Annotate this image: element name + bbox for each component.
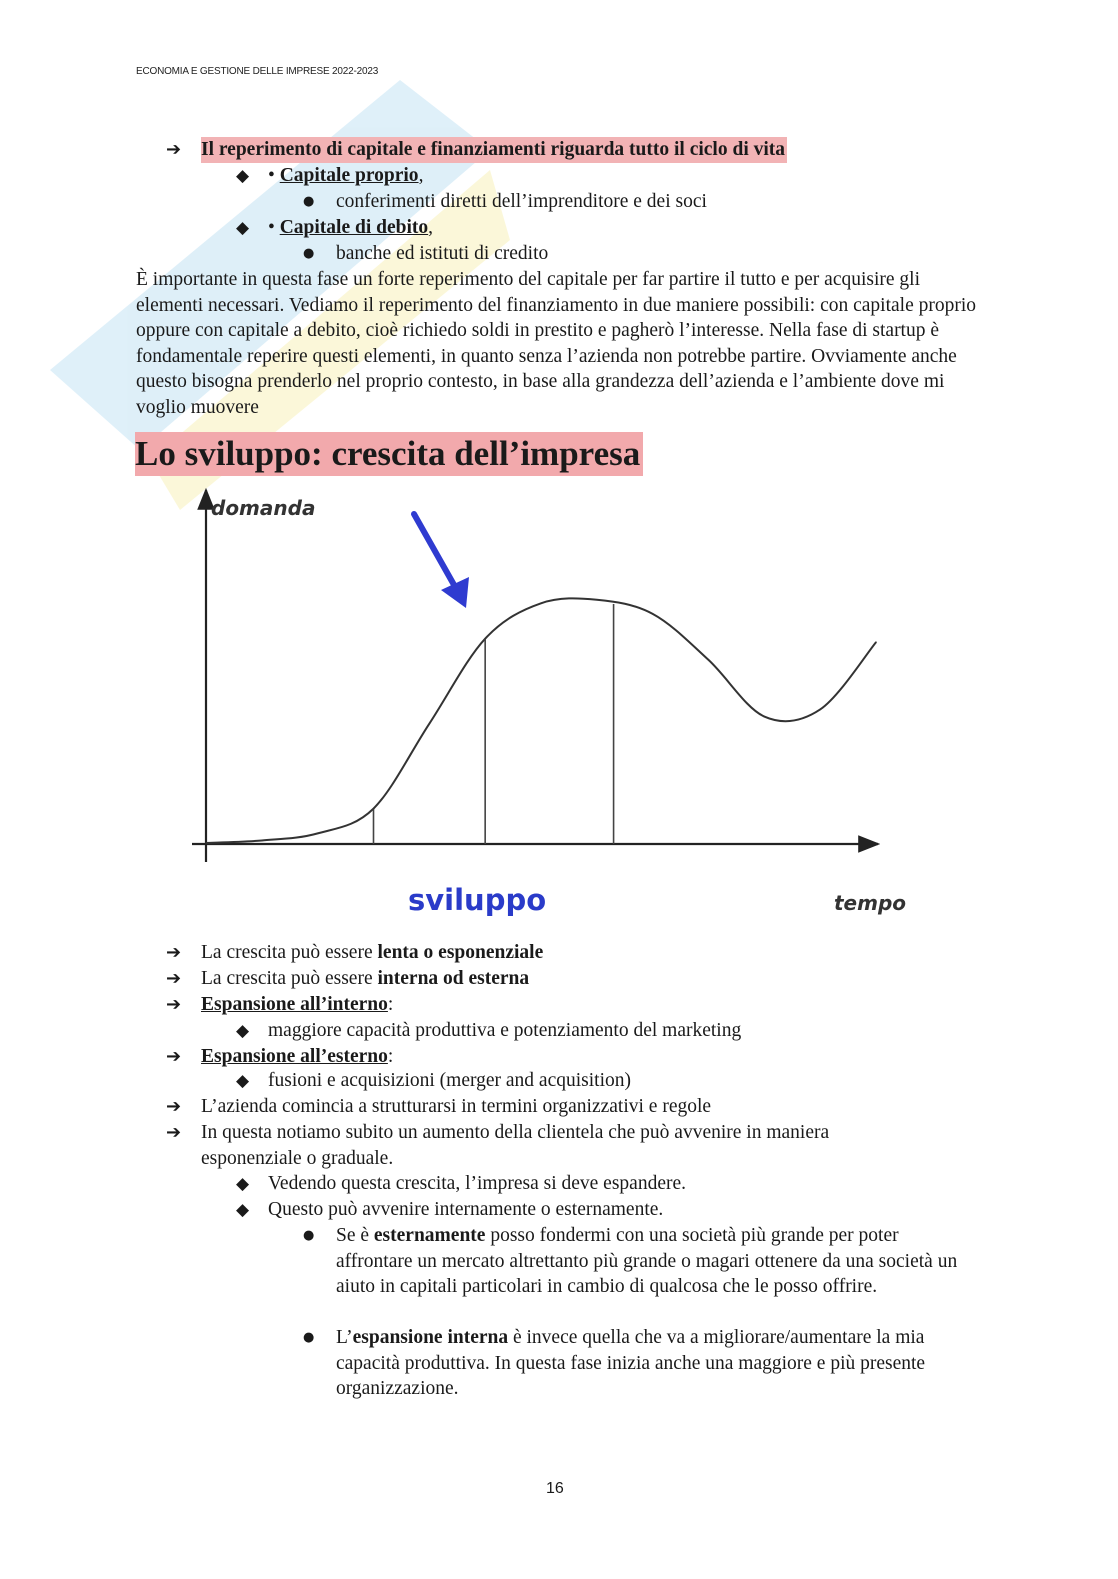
data-point <box>764 716 766 718</box>
list-subitem: banche ed istituti di credito <box>336 243 549 264</box>
growth-chart <box>180 484 920 934</box>
data-point <box>317 833 319 835</box>
list-subitem: fusioni e acquisizioni (merger and acquisition) <box>268 1070 631 1091</box>
data-point <box>875 641 877 643</box>
data-point <box>373 808 375 810</box>
section-heading: Il reperimento di capitale e finanziamenti riguarda tutto il ciclo di vita <box>201 137 787 163</box>
bullet-crescita-interna: La crescita può essere interna od esterna <box>201 968 530 989</box>
y-axis-label: domanda <box>211 496 316 520</box>
arrow-bullet-icon: ➔ <box>166 968 182 989</box>
dot-bullet-icon: ● <box>303 1228 315 1243</box>
bullet-clientela-line2: esponenziale o graduale. <box>201 1148 394 1169</box>
chart-title: sviluppo <box>408 883 547 917</box>
diamond-bullet-icon: ◆ <box>236 1021 250 1041</box>
arrow-bullet-icon: ➔ <box>166 942 182 963</box>
data-point <box>429 723 431 725</box>
list-subitem: maggiore capacità produttiva e potenziamento del marketing <box>268 1020 742 1041</box>
bullet-clientela-line1: In questa notiamo subito un aumento della clientela che può avvenire in maniera <box>201 1122 830 1143</box>
detail-espansione-interna: L’espansione interna è invece quella che va a migliorare/aumentare la mia capacità produttiva. In questa fase inizia anche una maggiore e più presente organizzazione. <box>336 1327 926 1400</box>
list-subitem: Questo può avvenire internamente o esternamente. <box>268 1199 664 1220</box>
bullet-espansione-esterno: Espansione all’esterno: <box>201 1046 394 1067</box>
bullet-crescita-lenta: La crescita può essere lenta o esponenziale <box>201 942 544 963</box>
series-line-domanda <box>206 598 876 843</box>
annotation-arrow <box>414 514 469 608</box>
data-point <box>261 840 263 842</box>
list-subitem: conferimenti diretti dell’imprenditore e dei soci <box>336 191 707 212</box>
data-point <box>205 842 207 844</box>
capitale-proprio-label: Capitale proprio <box>279 165 419 186</box>
data-point <box>540 602 542 604</box>
bullet-strutturarsi: L’azienda comincia a strutturarsi in termini organizzativi e regole <box>201 1096 712 1117</box>
data-point <box>652 613 654 615</box>
running-header: ECONOMIA E GESTIONE DELLE IMPRESE 2022-2023 <box>136 66 379 77</box>
data-point <box>819 709 821 711</box>
diamond-bullet-icon: ◆ <box>236 166 250 186</box>
diamond-bullet-icon: ◆ <box>236 1071 250 1091</box>
dot-bullet-icon: ● <box>303 194 315 209</box>
diamond-bullet-icon: ◆ <box>236 1200 250 1220</box>
diamond-bullet-icon: ◆ <box>236 1174 250 1194</box>
list-item-capitale-debito: • Capitale di debito, <box>268 217 434 238</box>
bullet-espansione-interno: Espansione all’interno: <box>201 994 394 1015</box>
capitale-debito-label: Capitale di debito <box>279 217 429 238</box>
page-number: 16 <box>546 1480 564 1497</box>
list-item-capitale-proprio: • Capitale proprio, <box>268 165 424 186</box>
arrow-bullet-icon: ➔ <box>166 1096 182 1117</box>
data-point <box>708 659 710 661</box>
detail-esternamente: Se è esternamente posso fondermi con una società più grande per poter affrontare un mercato altrettanto più grande o magari ottenere da una società un aiuto in capitali particolari in cambio di qualcosa che le posso offrire. <box>336 1225 958 1298</box>
dot-bullet-icon: ● <box>303 246 315 261</box>
data-point <box>596 599 598 601</box>
body-paragraph: È importante in questa fase un forte reperimento del capitale per far partire il tutto e per acquisire gli elementi necessari. Vediamo il reperimento del finanziamento in due maniere possibili: con capitale proprio oppure con capitale a debito, cioè richiedo soldi in prestito e pagherò l’interesse. Nella fase di startup è fondamentale reperire questi elementi, in quanto senza l’azienda non potrebbe partire. Ovviamente anche questo bisogna prenderlo nel proprio contesto, in base alla grandezza dell’azienda e l’ambiente dove mi voglio muovere <box>136 269 977 418</box>
arrow-bullet-icon: ➔ <box>166 1122 182 1143</box>
arrow-bullet-icon: ➔ <box>166 994 182 1015</box>
dot-bullet-icon: ● <box>303 1330 315 1345</box>
diamond-bullet-icon: ◆ <box>236 218 250 238</box>
x-axis-label: tempo <box>834 891 907 915</box>
arrow-bullet-icon: ➔ <box>166 139 182 160</box>
data-point <box>484 638 486 640</box>
section-title: Lo sviluppo: crescita dell’impresa <box>135 432 643 476</box>
list-subitem: Vedendo questa crescita, l’impresa si deve espandere. <box>268 1173 686 1194</box>
arrow-bullet-icon: ➔ <box>166 1046 182 1067</box>
